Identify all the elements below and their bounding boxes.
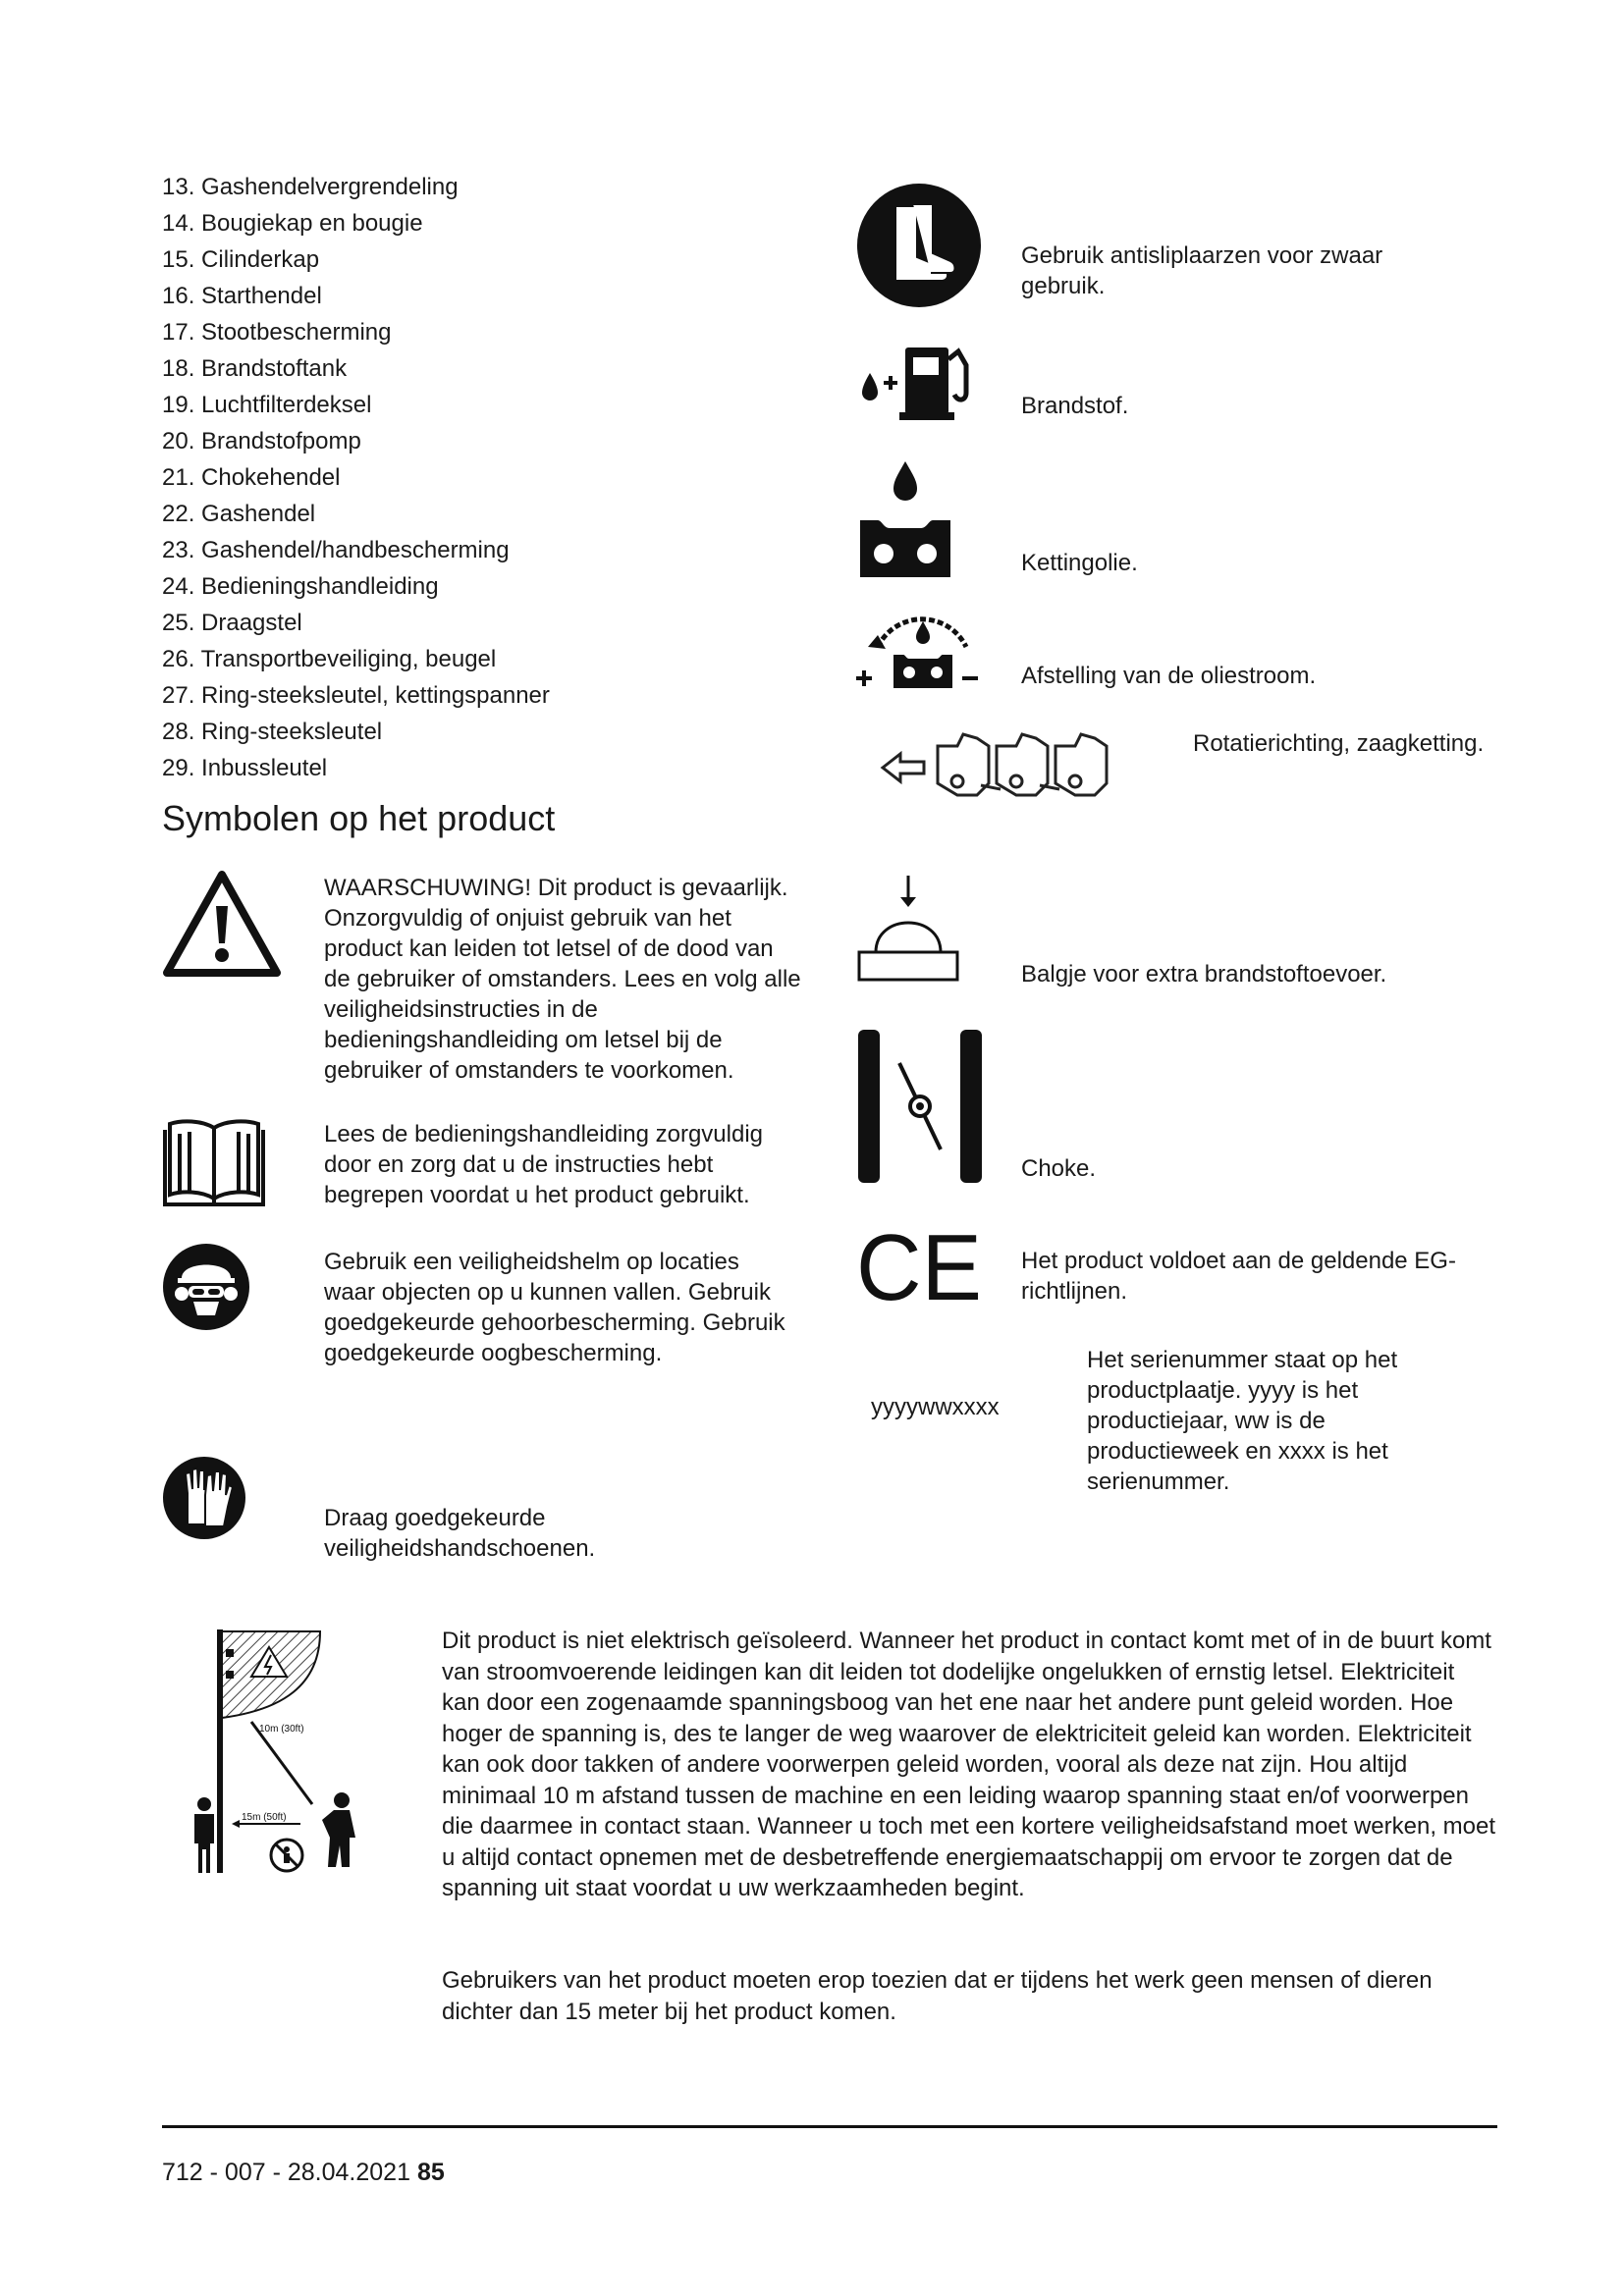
list-item: 18. Brandstoftank — [162, 355, 348, 382]
ce-mark-label: CE — [856, 1225, 982, 1309]
oil-flow-adjust-icon — [856, 614, 984, 692]
list-item: 28. Ring-steeksleutel — [162, 719, 383, 745]
section-title: Symbolen op het product — [162, 798, 556, 838]
chain-rotation-text: Rotatierichting, zaagketting. — [1193, 730, 1485, 757]
footer — [162, 2158, 445, 2187]
manual-book-icon — [162, 1116, 266, 1210]
helmet-text: Gebruik een veiligheidshelm op locaties waar objecten op u kunnen vallen. Gebruik goedgekeurde gehoorbescherming. Gebruik goedgekeurde oogbescherming. — [324, 1249, 785, 1366]
electric-distance-icon — [192, 1628, 365, 1883]
choke-text: Choke. — [1021, 1155, 1097, 1182]
list-item: 21. Chokehendel — [162, 464, 341, 491]
footer-divider — [162, 2125, 1497, 2128]
list-item: 13. Gashendelvergrendeling — [162, 174, 459, 200]
list-item: 16. Starthendel — [162, 283, 322, 309]
distance-warning-paragraph: Gebruikers van het product moeten erop toezien dat er tijdens het werk geen mensen of dieren dichter dan 15 meter bij het product komen. — [442, 1967, 1433, 2025]
serial-text: Het serienummer staat op het productplaatje. yyyy is het productiejaar, ww is de productieweek en xxxx is het serienummer. — [1087, 1347, 1398, 1495]
page-number: 85 — [416, 2159, 445, 2186]
list-item: 14. Bougiekap en bougie — [162, 210, 423, 237]
chain-rotation-icon — [879, 724, 1130, 823]
list-item: 17. Stootbescherming — [162, 319, 392, 346]
fuel-pump-icon — [856, 338, 984, 426]
list-item: 29. Inbussleutel — [162, 755, 328, 781]
footer-doc-ref: 712 - 007 - 28.04.2021 — [162, 2159, 410, 2186]
list-item: 19. Luchtfilterdeksel — [162, 392, 372, 418]
oil-flow-text: Afstelling van de oliestroom. — [1021, 663, 1317, 689]
list-item: 20. Brandstofpomp — [162, 428, 361, 454]
parts-list — [162, 169, 550, 786]
list-item: 27. Ring-steeksleutel, kettingspanner — [162, 682, 550, 709]
distance-10m-label: 10m (30ft) — [259, 1724, 304, 1735]
ce-mark-icon — [856, 1225, 984, 1309]
list-item: 22. Gashendel — [162, 501, 316, 527]
primer-text: Balgje voor extra brandstoftoevoer. — [1021, 961, 1387, 988]
list-item: 23. Gashendel/handbescherming — [162, 537, 510, 563]
list-item: 24. Bedieningshandleiding — [162, 573, 439, 600]
list-item: 25. Draagstel — [162, 610, 302, 636]
boots-icon — [856, 183, 982, 308]
helmet-protection-icon — [162, 1243, 250, 1331]
choke-icon — [856, 1026, 984, 1188]
chain-oil-text: Kettingolie. — [1021, 550, 1138, 576]
manual-text: Lees de bedieningshandleiding zorgvuldig door en zorg dat u de instructies hebt begrepen voordat u het product gebruikt. — [324, 1121, 764, 1208]
gloves-text: Draag goedgekeurde veiligheidshandschoenen. — [324, 1505, 596, 1562]
list-item: 26. Transportbeveiliging, beugel — [162, 646, 497, 672]
boots-text: Gebruik antisliplaarzen voor zwaar gebruik. — [1021, 242, 1383, 299]
chain-oil-icon — [856, 459, 954, 585]
distance-15m-label: 15m (50ft) — [242, 1812, 287, 1823]
primer-bulb-icon — [856, 874, 960, 991]
gloves-icon — [162, 1456, 246, 1540]
ce-text: Het product voldoet aan de geldende EG-richtlijnen. — [1021, 1248, 1456, 1305]
warning-triangle-icon — [162, 869, 282, 979]
warning-text: WAARSCHUWING! Dit product is gevaarlijk. Onzorgvuldig of onjuist gebruik van het product kan leiden tot letsel of de dood van de gebruiker of omstanders. Lees en volg alle veiligheidsinstructies in de bedieningshandleiding om letsel bij de gebruiker of omstanders te voorkomen. — [324, 875, 801, 1084]
list-item: 15. Cilinderkap — [162, 246, 320, 273]
fuel-text: Brandstof. — [1021, 393, 1129, 419]
serial-code: yyyywwxxxx — [871, 1394, 1000, 1420]
electric-warning-paragraph: Dit product is niet elektrisch geïsoleerd. Wanneer het product in contact komt met of in de buurt komt van stroomvoerende leidingen kan dit leiden tot dodelijke ongelukken of ernstig letsel. Elektriciteit kan door een zogenaamde spanningsboog van het ene naar het andere punt geleid worden. Hoe hoger de spanning is, des te langer de weg waarover de elektriciteit geleid kan worden. Elektriciteit kan ook door takken of andere voorwerpen geleid worden, vooral als deze nat zijn. Hou altijd minimaal 10 m afstand tussen de machine en een leiding waarop spanning staat en/of voorwerpen die daarmee in contact staan. Wanneer u toch met een kortere veiligheidsafstand moet werken, moet u altijd contact opnemen met de desbetreffende energiemaatschappij om ervoor te zorgen dat de spanning uit staat voordat u uw werkzaamheden begint. — [442, 1628, 1496, 1901]
